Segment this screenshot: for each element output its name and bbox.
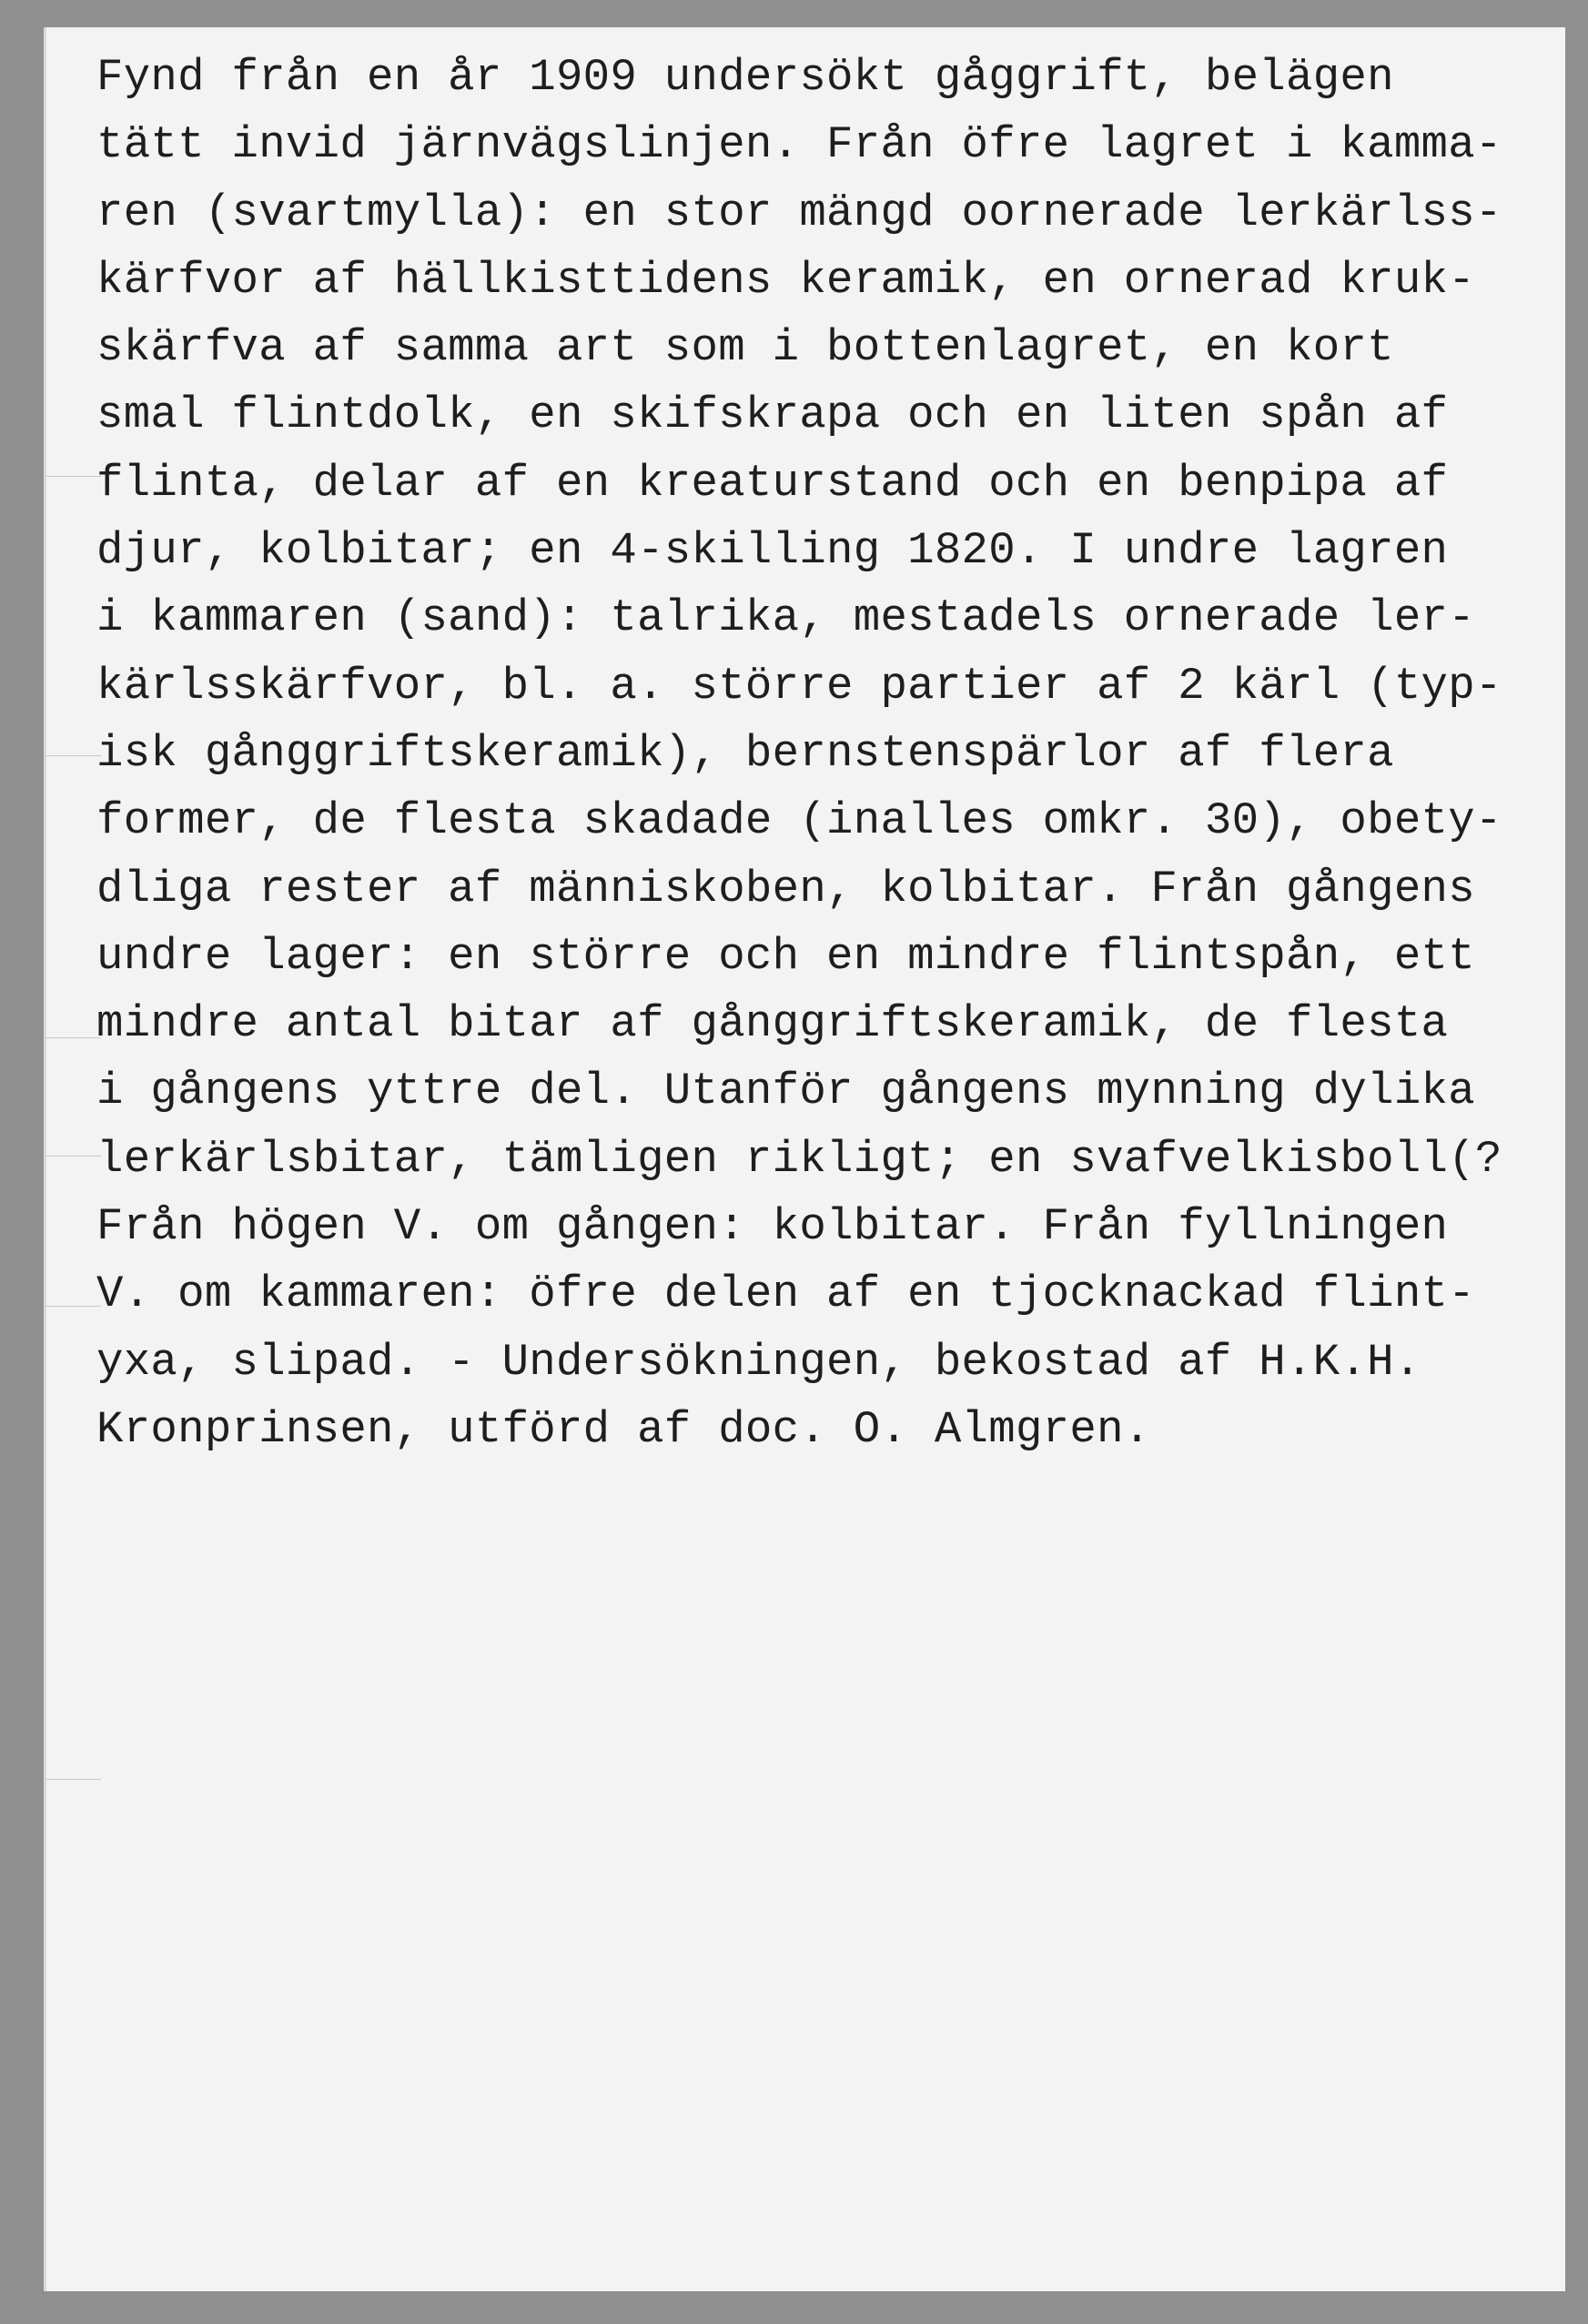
typed-text-block	[96, 44, 1553, 1463]
margin-tick	[46, 476, 101, 477]
text-line: ren (svartmylla): en stor mängd oornerade lerkärlss-	[96, 187, 1502, 238]
catalog-card	[44, 27, 1565, 2291]
text-line: djur, kolbitar; en 4-skilling 1820. I undre lagren	[96, 525, 1449, 577]
text-line: lerkärlsbitar, tämligen rikligt; en svafvelkisboll(?	[96, 1133, 1502, 1185]
text-line: tätt invid järnvägslinjen. Från öfre lagret i kamma-	[96, 119, 1502, 171]
margin-tick	[46, 755, 101, 756]
text-line: i kammaren (sand): talrika, mestadels ornerade ler-	[96, 592, 1475, 644]
text-line: dliga rester af människoben, kolbitar. Från gångens	[96, 863, 1475, 914]
text-line: yxa, slipad. - Undersökningen, bekostad af H.K.H.	[96, 1336, 1421, 1388]
text-line: smal flintdolk, en skifskrapa och en liten spån af	[96, 389, 1449, 441]
text-line: Fynd från en år 1909 undersökt gåggrift, belägen	[96, 52, 1394, 103]
text-line: undre lager: en större och en mindre flintspån, ett	[96, 930, 1475, 982]
text-line: i gångens yttre del. Utanför gångens mynning dylika	[96, 1066, 1475, 1117]
text-line: flinta, delar af en kreaturstand och en benpipa af	[96, 457, 1449, 509]
text-line: isk gånggriftskeramik), bernstenspärlor af flera	[96, 727, 1394, 779]
text-line: former, de flesta skadade (inalles omkr. 30), obety-	[96, 795, 1502, 847]
text-line: skärfva af samma art som i bottenlagret, en kort	[96, 322, 1394, 374]
margin-tick	[46, 1306, 101, 1307]
margin-tick	[46, 1037, 101, 1038]
text-line: kärfvor af hällkisttidens keramik, en ornerad kruk-	[96, 254, 1475, 306]
text-line: Från högen V. om gången: kolbitar. Från fyllningen	[96, 1201, 1449, 1253]
text-line: V. om kammaren: öfre delen af en tjocknackad flint-	[96, 1268, 1475, 1320]
text-line: mindre antal bitar af gånggriftskeramik, de flesta	[96, 998, 1449, 1050]
text-line: Kronprinsen, utförd af doc. O. Almgren.	[96, 1403, 1151, 1455]
margin-tick	[46, 1779, 101, 1780]
text-line: kärlsskärfvor, bl. a. större partier af 2 kärl (typ-	[96, 660, 1502, 712]
margin-tick	[46, 1156, 101, 1157]
